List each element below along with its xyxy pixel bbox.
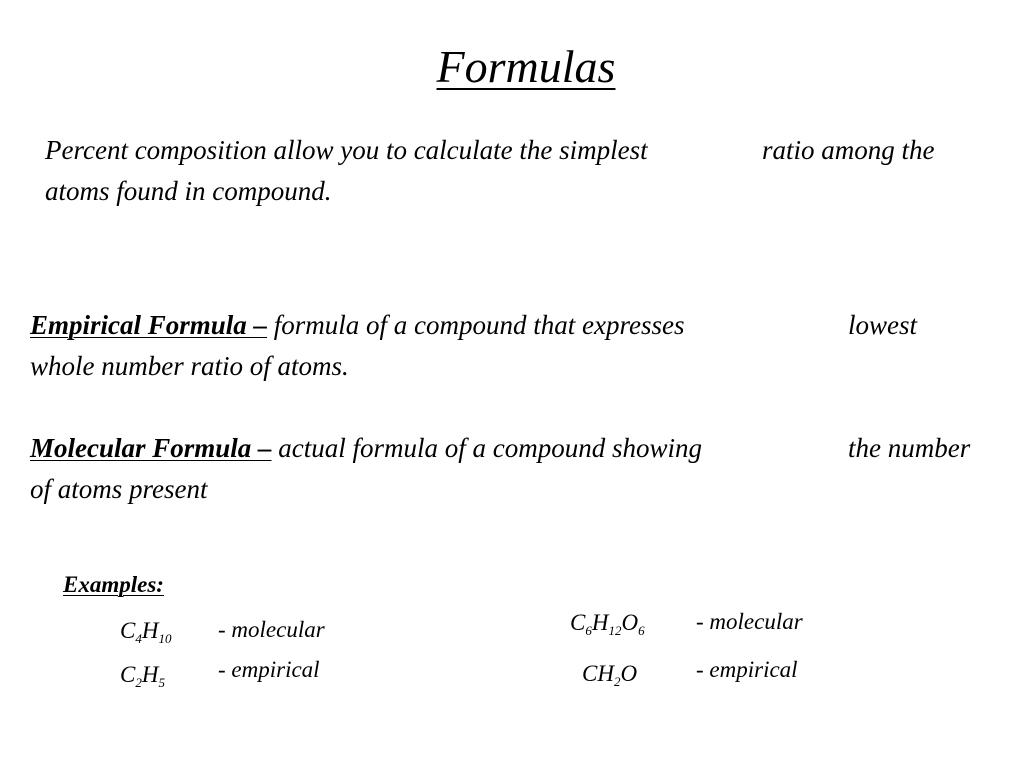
slide-title: Formulas bbox=[436, 41, 616, 92]
molecular-formula-term: Molecular Formula – bbox=[30, 433, 272, 463]
subscript-count: 4 bbox=[135, 631, 142, 646]
molecular-definition-line1-part2: the number bbox=[848, 433, 971, 463]
example-type-label: - empirical bbox=[218, 657, 320, 682]
intro-text-line1-part2: ratio among the bbox=[762, 135, 935, 165]
element-symbol: C bbox=[120, 662, 136, 687]
empirical-definition-text: formula of a compound that expresses bbox=[267, 310, 685, 340]
molecular-definition-line2: of atoms present bbox=[30, 474, 208, 504]
subscript-count: 2 bbox=[613, 674, 621, 689]
molecular-definition-text: actual formula of a compound showing bbox=[271, 433, 703, 463]
subscript-count: 12 bbox=[608, 623, 622, 638]
element-symbol: C bbox=[120, 618, 136, 643]
empirical-definition-line1 bbox=[30, 305, 685, 346]
example-formula bbox=[570, 610, 645, 636]
examples-heading: Examples: bbox=[63, 572, 164, 597]
element-symbol: H bbox=[141, 618, 159, 643]
example-formula bbox=[120, 662, 165, 688]
example-formula bbox=[120, 618, 171, 644]
subscript-count: 10 bbox=[158, 631, 172, 646]
subscript-count: 5 bbox=[158, 675, 165, 690]
empirical-definition-line2: whole number ratio of atoms. bbox=[30, 351, 349, 381]
subscript-count: 6 bbox=[638, 623, 645, 638]
example-type-label: - molecular bbox=[696, 609, 803, 634]
example-formula bbox=[582, 661, 637, 687]
intro-text-line2: atoms found in compound. bbox=[45, 176, 332, 206]
element-symbol: H bbox=[141, 662, 159, 687]
element-symbol: O bbox=[621, 610, 639, 635]
subscript-count: 2 bbox=[135, 675, 142, 690]
empirical-formula-term: Empirical Formula – bbox=[30, 310, 268, 340]
subscript-count: 6 bbox=[585, 623, 592, 638]
example-type-label: - empirical bbox=[696, 657, 798, 682]
element-symbol: C bbox=[570, 610, 586, 635]
molecular-definition-line1 bbox=[30, 428, 702, 469]
example-type-label: - molecular bbox=[218, 617, 325, 642]
element-symbol: O bbox=[620, 661, 638, 686]
empirical-definition-line1-part2: lowest bbox=[848, 310, 918, 340]
intro-text-line1-part1: Percent composition allow you to calculate the simplest bbox=[45, 135, 648, 165]
element-symbol: CH bbox=[582, 661, 614, 686]
element-symbol: H bbox=[591, 610, 609, 635]
